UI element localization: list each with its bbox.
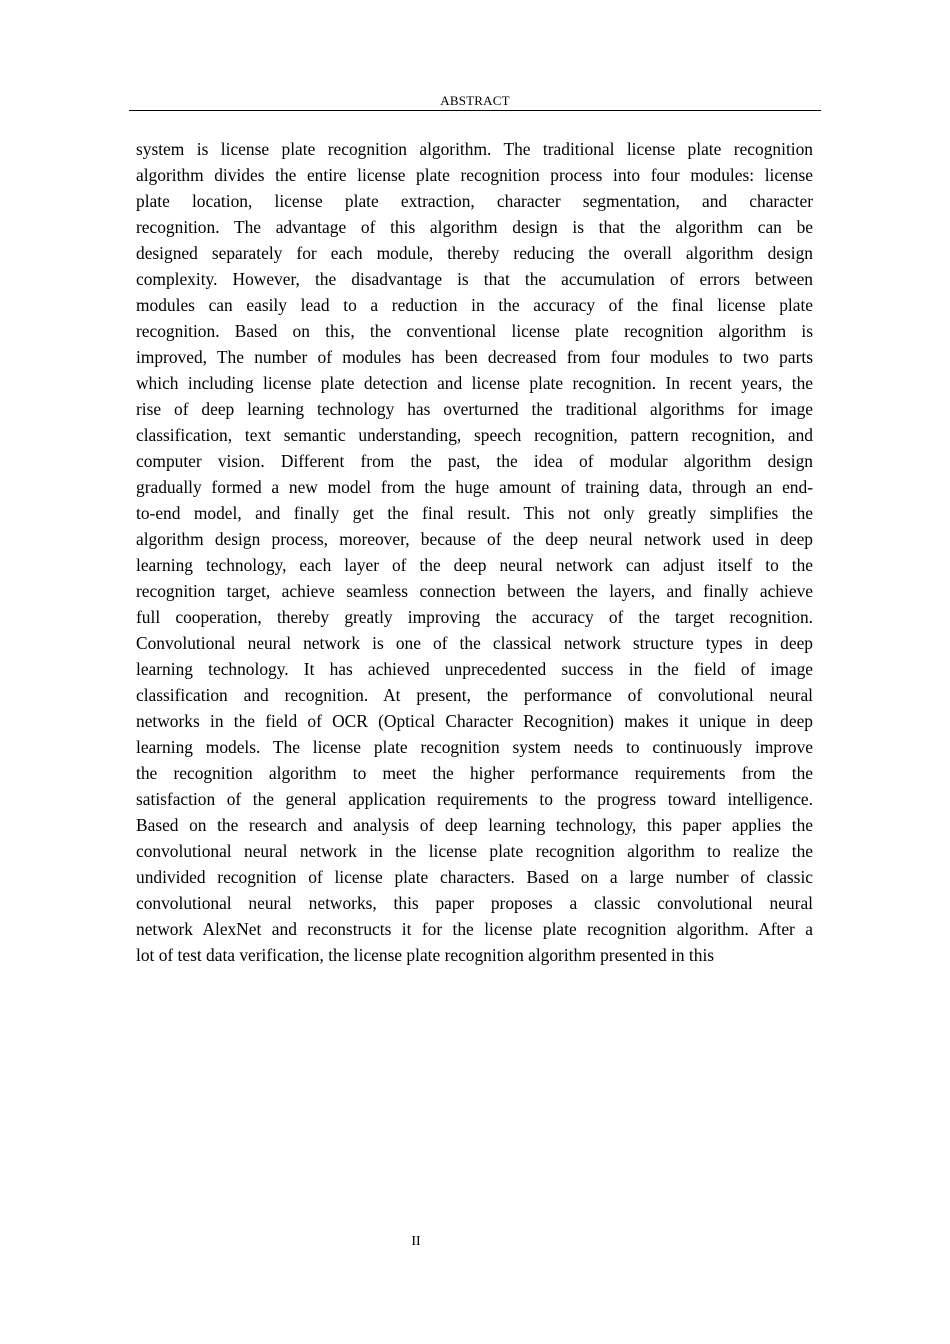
page-number: II [411,1234,421,1249]
text-line: recognition target, achieve seamless connection between the layers, and finally achieve [136,581,813,601]
text-line: rise of deep learning technology has overturned the traditional algorithms for image [136,399,813,419]
text-line: which including license plate detection and license plate recognition. In recent years, the [136,373,813,393]
abstract-body [136,136,813,968]
running-header [129,92,821,111]
text-line: classification, text semantic understanding, speech recognition, pattern recognition, and [136,425,813,445]
text-line: computer vision. Different from the past, the idea of modular algorithm design [136,451,813,471]
text-line: learning technology, each layer of the deep neural network can adjust itself to the [136,555,813,575]
text-line: algorithm divides the entire license plate recognition process into four modules: license [136,165,813,185]
text-line: Convolutional neural network is one of the classical network structure types in deep [136,633,813,653]
text-line: Based on the research and analysis of deep learning technology, this paper applies the [136,815,813,835]
text-line: plate location, license plate extraction, character segmentation, and character [136,191,813,211]
text-line: designed separately for each module, thereby reducing the overall algorithm design [136,243,813,263]
text-line: the recognition algorithm to meet the higher performance requirements from the [136,763,813,783]
text-line: system is license plate recognition algorithm. The traditional license plate recognition [136,139,813,159]
text-line: gradually formed a new model from the huge amount of training data, through an end- [136,477,813,497]
text-line: recognition. Based on this, the conventional license plate recognition algorithm is [136,321,813,341]
text-line: algorithm design process, moreover, because of the deep neural network used in deep [136,529,813,549]
text-line: full cooperation, thereby greatly improving the accuracy of the target recognition. [136,607,813,627]
text-line: satisfaction of the general application requirements to the progress toward intelligence. [136,789,813,809]
text-line: networks in the field of OCR (Optical Character Recognition) makes it unique in deep [136,711,813,731]
text-line: improved, The number of modules has been decreased from four modules to two parts [136,347,813,367]
text-line: lot of test data verification, the license plate recognition algorithm presented in this [136,945,715,965]
text-line: to-end model, and finally get the final result. This not only greatly simplifies the [136,503,813,523]
text-line: learning technology. It has achieved unprecedented success in the field of image [136,659,813,679]
header-title: ABSTRACT [440,93,510,108]
text-line: network AlexNet and reconstructs it for the license plate recognition algorithm. After a [136,919,813,939]
text-line: classification and recognition. At present, the performance of convolutional neural [136,685,813,705]
text-line: convolutional neural networks, this paper proposes a classic convolutional neural [136,893,813,913]
text-line: complexity. However, the disadvantage is that the accumulation of errors between [136,269,813,289]
text-line: convolutional neural network in the license plate recognition algorithm to realize the [136,841,813,861]
text-line: undivided recognition of license plate characters. Based on a large number of classic [136,867,813,887]
text-line: modules can easily lead to a reduction in the accuracy of the final license plate [136,295,813,315]
text-line: recognition. The advantage of this algorithm design is that the algorithm can be [136,217,813,237]
text-line: learning models. The license plate recognition system needs to continuously improve [136,737,813,757]
